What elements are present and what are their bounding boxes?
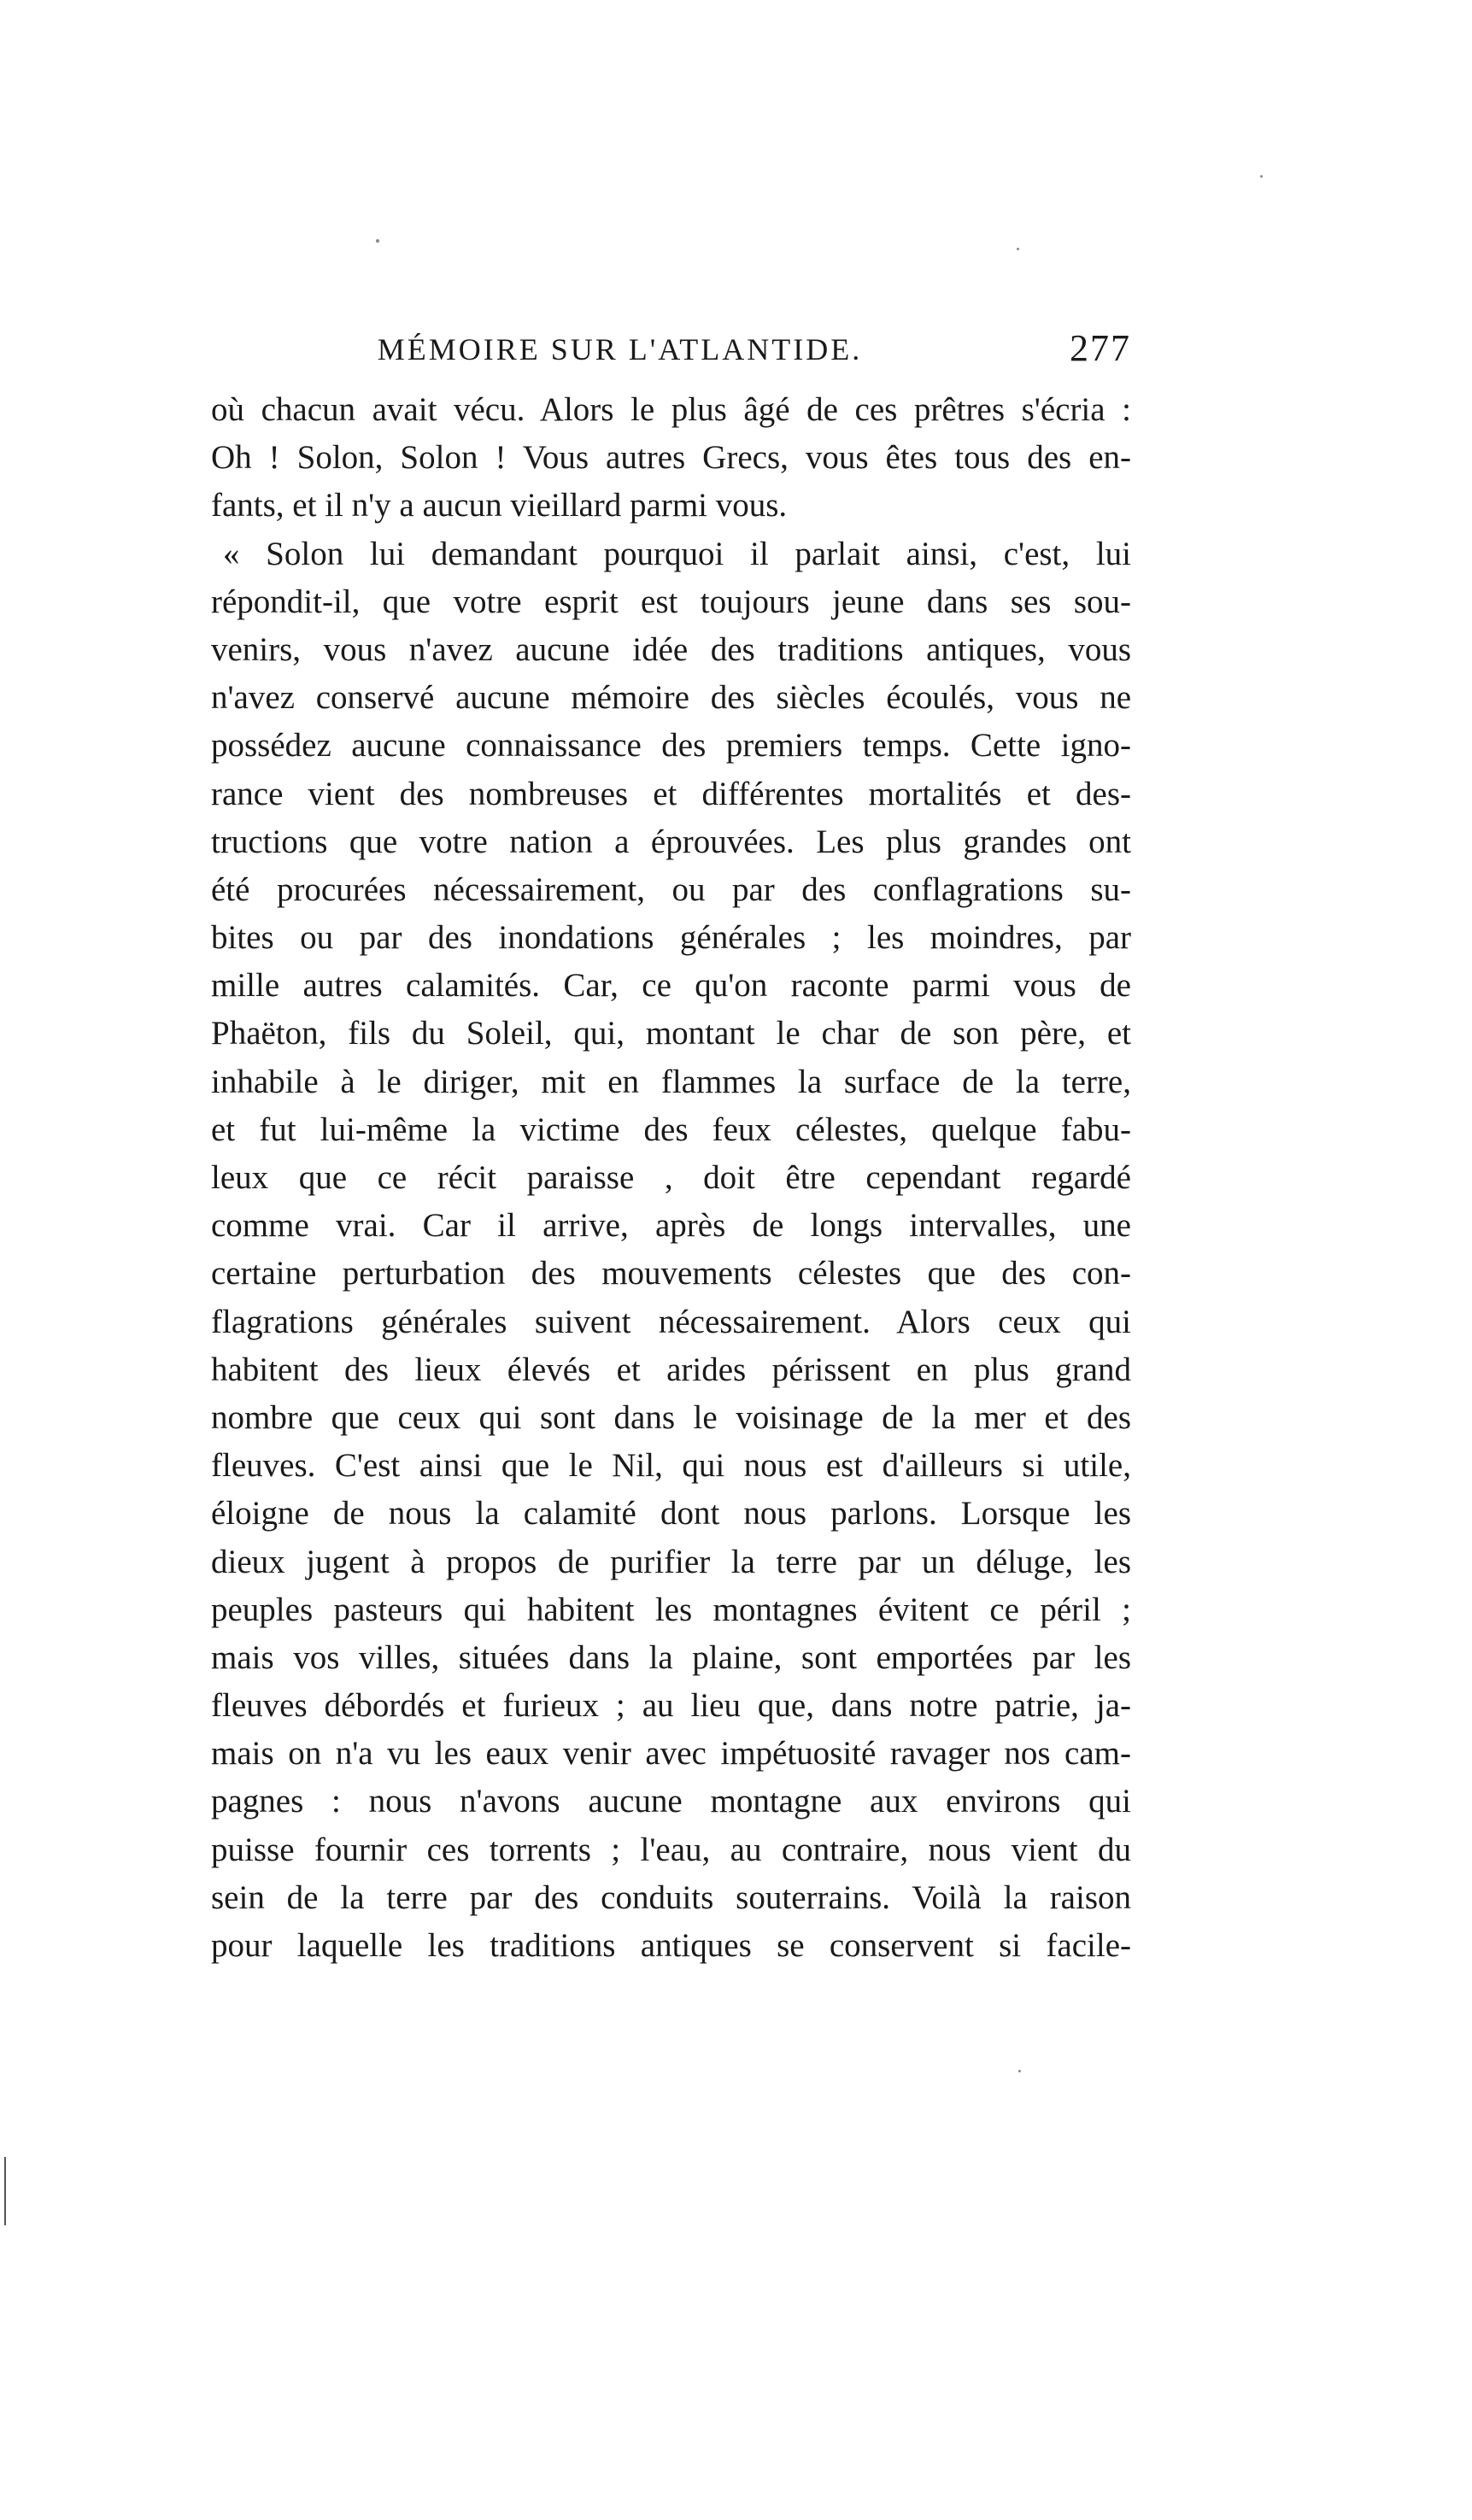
running-title: MÉMOIRE SUR L'ATLANTIDE. (377, 332, 863, 366)
text-line: fants, et il n'y a aucun vieillard parmi vous. (211, 487, 788, 525)
page-speck (1018, 2070, 1021, 2072)
text-line: mille autres calamités. Car, ce qu'on raconte parmi vous de (211, 967, 1131, 1005)
page-speck (1260, 175, 1263, 178)
text-line: sein de la terre par des conduits souterrains. Voilà la raison (211, 1878, 1131, 1916)
text-line: flagrations générales suivent nécessairement. Alors ceux qui (211, 1303, 1131, 1340)
text-line: tructions que votre nation a éprouvées. Les plus grandes ont (211, 823, 1131, 860)
text-line: bites ou par des inondations générales ; les moindres, par (211, 919, 1131, 957)
text-line: n'avez conservé aucune mémoire des siècles écoulés, vous ne (211, 679, 1131, 717)
text-line: comme vrai. Car il arrive, après de longs intervalles, une (211, 1207, 1131, 1245)
text-line: fleuves. C'est ainsi que le Nil, qui nous est d'ailleurs si utile, (211, 1447, 1131, 1485)
page-speck (376, 239, 379, 243)
text-line: nombre que ceux qui sont dans le voisinage de la mer et des (211, 1398, 1131, 1436)
text-line: certaine perturbation des mouvements célestes que des con- (211, 1255, 1131, 1292)
text-line: possédez aucune connaissance des premiers temps. Cette igno- (211, 727, 1131, 765)
page-edge-mark (4, 2157, 6, 2225)
text-line: été procurées nécessairement, ou par des conflagrations su- (211, 870, 1131, 908)
text-line: Phaëton, fils du Soleil, qui, montant le char de son père, et (211, 1015, 1131, 1052)
text-line: inhabile à le diriger, mit en flammes la surface de la terre, (211, 1063, 1131, 1100)
text-line: dieux jugent à propos de purifier la terre par un déluge, les (211, 1543, 1131, 1580)
text-line: fleuves débordés et furieux ; au lieu que, dans notre patrie, ja- (211, 1687, 1131, 1725)
text-line: leux que ce récit paraisse , doit être cependant regardé (211, 1159, 1131, 1196)
text-line: et fut lui-même la victime des feux célestes, quelque fabu- (211, 1111, 1131, 1148)
text-line: mais vos villes, situées dans la plaine, sont emportées par les (211, 1638, 1131, 1676)
text-line: mais on n'a vu les eaux venir avec impétuosité ravager nos cam- (211, 1735, 1131, 1773)
text-line: où chacun avait vécu. Alors le plus âgé de ces prêtres s'écria : (211, 391, 1131, 428)
body-text (211, 386, 1131, 1970)
text-line: répondit-il, que votre esprit est toujours jeune dans ses sou- (211, 583, 1131, 620)
text-line: éloigne de nous la calamité dont nous parlons. Lorsque les (211, 1495, 1131, 1533)
text-line: pour laquelle les traditions antiques se conservent si facile- (211, 1927, 1131, 1964)
text-line: habitent des lieux élevés et arides périssent en plus grand (211, 1351, 1131, 1388)
text-line: Oh ! Solon, Solon ! Vous autres Grecs, vous êtes tous des en- (211, 439, 1131, 477)
text-line: puisse fournir ces torrents ; l'eau, au contraire, nous vient du (211, 1831, 1131, 1868)
page-number: 277 (1070, 327, 1131, 369)
page-speck (1017, 248, 1019, 250)
text-line: rance vient des nombreuses et différentes mortalités et des- (211, 775, 1131, 812)
text-line: pagnes : nous n'avons aucune montagne aux environs qui (211, 1783, 1131, 1820)
text-line: peuples pasteurs qui habitent les montagnes évitent ce péril ; (211, 1591, 1131, 1628)
running-head (211, 326, 1131, 378)
text-line: venirs, vous n'avez aucune idée des traditions antiques, vous (211, 630, 1131, 668)
text-line: « Solon lui demandant pourquoi il parlait ainsi, c'est, lui (223, 535, 1131, 572)
